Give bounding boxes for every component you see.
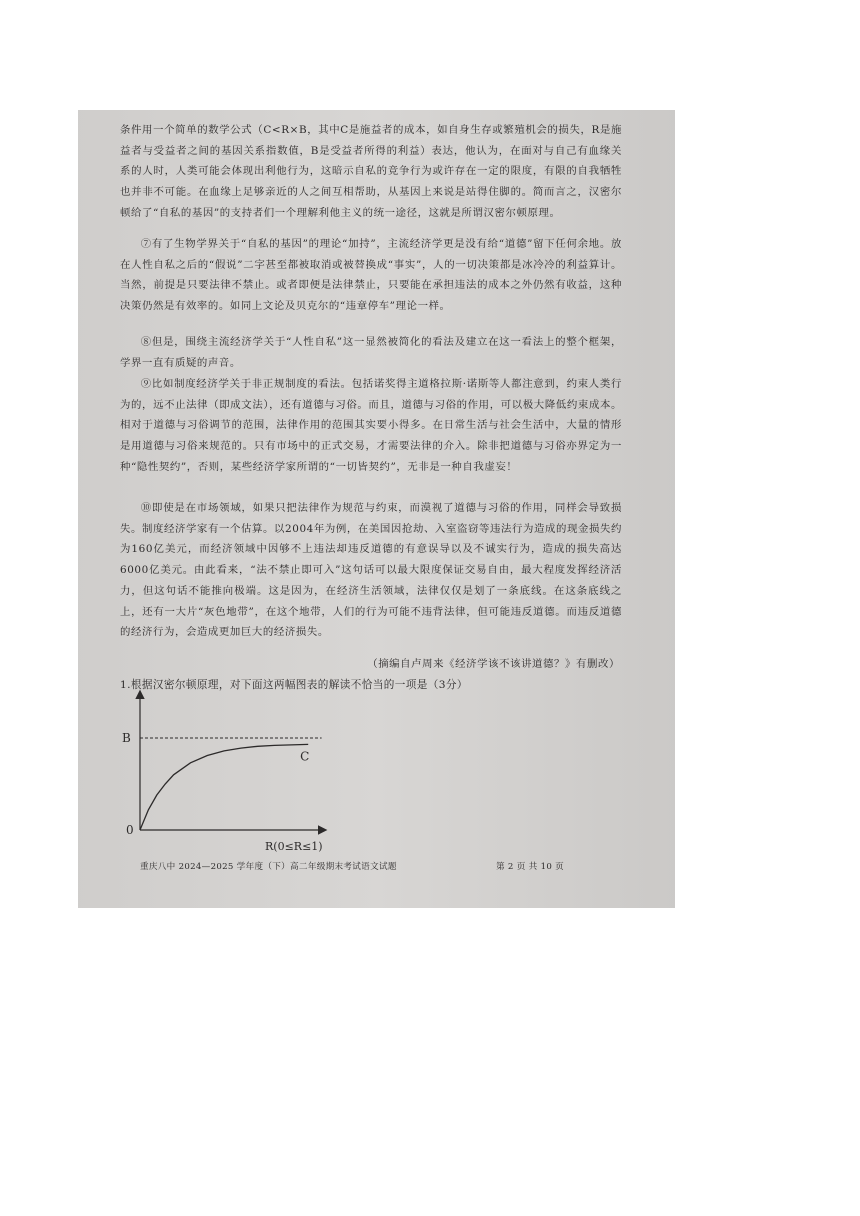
scanned-page	[78, 110, 675, 908]
question-1: 1.根据汉密尔顿原理，对下面这两幅图表的解读不恰当的一项是（3分）	[120, 679, 468, 691]
paragraph-8: ⑧但是，围绕主流经济学关于“人性自私”这一显然被简化的看法及建立在这一看法上的整个框架，学界一直有质疑的声音。	[120, 336, 622, 369]
x-axis-label: R(0≤R≤1)	[265, 840, 323, 853]
series-c-line	[140, 744, 308, 830]
paragraph-7: ⑦有了生物学界关于“自私的基因”的理论“加持”，主流经济学更是没有给“道德”留下任何余地。放在人性自私之后的“假说”二字甚至都被取消或被替换成“事实”，人的一切决策都是冰冷冷的利益算计。当然，前提是只要法律不禁止。或者即便是法律禁止，只要能在承担违法的成本之外仍然有收益，这种决策仍然是有效率的。如同上文论及贝克尔的“违章停车”理论一样。	[120, 238, 622, 313]
footer-page-number: 第 2 页 共 10 页	[496, 862, 565, 872]
paragraph-continuation: 条件用一个简单的数学公式（C<R×B，其中C是施益者的成本，如自身生存或繁殖机会的损失，R是施益者与受益者之间的基因关系指数值，B是受益者所得的利益）表达，他认为，在面对与自己有血缘关系的人时，人类可能会体现出利他行为，这暗示自私的竞争行为或许存在一定的限度，有限的自我牺牲也并非不可能。在血缘上足够亲近的人之间互相帮助，从基因上来说是站得住脚的。简而言之，汉密尔顿给了“自私的基因”的支持者们一个理解利他主义的统一途径，这就是所谓汉密尔顿原理。	[120, 124, 622, 219]
series-c-label: C	[300, 749, 310, 764]
hamilton-chart	[118, 688, 348, 858]
source-citation: （摘编自卢周来《经济学该不该讲道德？》有删改）	[367, 658, 620, 670]
origin-label: 0	[126, 823, 134, 837]
y-reference-label: B	[122, 731, 131, 745]
paragraph-10: ⑩即使是在市场领域，如果只把法律作为规范与约束，而漠视了道德与习俗的作用，同样会导致损失。制度经济学家有一个估算。以2004年为例，在美国因抢劫、入室盗窃等违法行为造成的现金损失约为160亿美元，而经济领域中因够不上违法却违反道德的有意误导以及不诚实行为，造成的损失高达6000亿美元。由此看来，“法不禁止即可入”这句话可以最大限度保证交易自由，最大程度发挥经济活力，但这句话不能推向极端。这是因为，在经济生活领域，法律仅仅是划了一条底线。在这条底线之上，还有一大片“灰色地带”，在这个地带，人们的行为可能不违背法律，但可能违反道德。而违反道德的经济行为，会造成更加巨大的经济损失。	[120, 502, 622, 639]
footer-exam-title: 重庆八中 2024—2025 学年度（下）高二年级期末考试语文试题	[140, 862, 397, 872]
paragraph-9: ⑨比如制度经济学关于非正规制度的看法。包括诺奖得主道格拉斯·诺斯等人都注意到，约束人类行为的，远不止法律（即成文法），还有道德与习俗。而且，道德与习俗的作用，可以极大降低约束成本。相对于道德与习俗调节的范围，法律作用的范围其实要小得多。在日常生活与社会生活中，大量的情形是用道德与习俗来规范的。只有市场中的正式交易，才需要法律的介入。除非把道德与习俗亦界定为一种“隐性契约”，否则，某些经济学家所谓的“一切皆契约”，无非是一种自我虚妄！	[120, 378, 622, 473]
